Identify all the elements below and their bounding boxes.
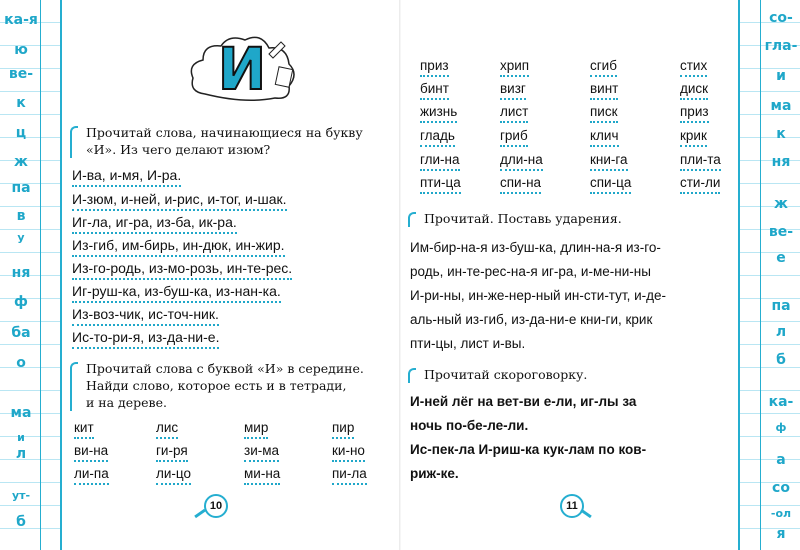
task-bracket — [70, 362, 78, 411]
word-cell: лист — [500, 104, 529, 119]
strip-syllable: ма — [770, 98, 792, 114]
book-spine — [399, 0, 401, 550]
strip-syllable: и — [776, 68, 786, 84]
strip-syllable: ж — [774, 196, 788, 212]
word-cell: ви-на — [74, 443, 109, 458]
strip-syllable: -ол — [770, 507, 792, 520]
word-cell: визг — [500, 81, 526, 96]
paragraph-line: аль-ный из-гиб, из-да-ни-е кни-ги, крик — [410, 312, 653, 327]
word-cell: пти-ца — [420, 175, 461, 190]
right-page — [402, 0, 736, 550]
syllable-line — [72, 283, 281, 299]
syllable-line — [72, 306, 219, 322]
strip-syllable: ю — [14, 42, 28, 58]
word-cell: пли-та — [680, 152, 721, 167]
strip-syllable: о — [16, 355, 26, 371]
left-page — [64, 0, 398, 550]
paragraph-line: родь, ин-те-рес-на-я иг-ра, и-ме-ни-ны — [410, 264, 651, 279]
strip-syllable: к — [16, 95, 26, 111]
task-line: Прочитай. Поставь ударения. — [424, 211, 622, 226]
strip-syllable: гла- — [764, 38, 798, 54]
syllable-text: Из-гиб, им-бирь, ин-дюк, ин-жир. — [72, 237, 285, 253]
right-syllable-strip — [738, 0, 800, 550]
syllable-line — [72, 329, 219, 345]
word-cell: хрип — [500, 58, 530, 73]
page-number-badge — [552, 494, 596, 518]
task-bracket — [408, 368, 416, 383]
paragraph-line: И-ней лёг на вет-ви е-ли, иг-лы за — [410, 394, 637, 409]
strip-syllable: ве- — [768, 224, 794, 240]
word-cell: ги-ря — [156, 443, 188, 458]
task-instruction — [72, 360, 398, 411]
task-bracket — [70, 126, 78, 158]
syllable-text: Из-воз-чик, ис-точ-ник. — [72, 306, 219, 322]
strip-syllable: и — [17, 431, 25, 444]
strip-syllable: ка-я — [4, 12, 38, 28]
strip-syllable: е — [776, 250, 786, 266]
syllable-text: И-зюм, и-ней, и-рис, и-тог, и-шак. — [72, 191, 287, 207]
strip-syllable: па — [11, 180, 31, 196]
word-cell: ли-па — [74, 466, 109, 481]
syllable-line — [72, 191, 287, 207]
word-cell: клич — [590, 128, 619, 143]
paragraph-line: пти-цы, лист и-вы. — [410, 336, 526, 351]
word-cell: сгиб — [590, 58, 617, 73]
word-cell: винт — [590, 81, 619, 96]
letter-illustration — [167, 24, 317, 114]
syllable-line — [72, 237, 285, 253]
word-cell: кни-га — [590, 152, 628, 167]
paragraph-line: Им-бир-на-я из-буш-ка, длин-на-я из-го- — [410, 240, 661, 255]
word-cell: диск — [680, 81, 709, 96]
strip-syllable: б — [16, 514, 26, 530]
word-cell: бинт — [420, 81, 449, 96]
paragraph-line: И-ри-ны, ин-же-нер-ный ин-сти-тут, и-де- — [410, 288, 666, 303]
syllable-line — [72, 260, 292, 276]
syllable-text: Иг-ла, иг-ра, из-ба, ик-ра. — [72, 214, 237, 230]
syllable-line — [72, 214, 237, 230]
strip-syllable: ка- — [768, 394, 794, 410]
strip-syllable: ня — [11, 265, 31, 281]
word-cell: лис — [156, 420, 179, 435]
strip-syllable: к — [776, 126, 786, 142]
strip-syllable: л — [15, 446, 27, 462]
task-line: Прочитай слова с буквой «И» в середине. — [86, 361, 364, 376]
word-cell: зи-ма — [244, 443, 280, 458]
word-cell: дли-на — [500, 152, 543, 167]
task-bracket — [408, 212, 416, 227]
word-cell: крик — [680, 128, 707, 143]
tongue-twister — [410, 390, 736, 486]
syllable-text: Из-го-родь, из-мо-розь, ин-те-рес. — [72, 260, 293, 276]
magnifier-handle — [580, 509, 592, 518]
word-cell: мир — [244, 420, 269, 435]
strip-syllable: ц — [15, 125, 27, 141]
syllable-text: Ис-то-ри-я, из-да-ни-е. — [72, 329, 220, 345]
syllable-text: Иг-руш-ка, из-буш-ка, из-нан-ка. — [72, 283, 281, 299]
strip-syllable: ж — [14, 154, 28, 170]
strip-syllable: ма — [10, 405, 32, 421]
strip-syllable: л — [775, 324, 787, 340]
strip-syllable: ф — [14, 294, 28, 310]
task-line: Прочитай слова, начинающиеся на букву — [86, 125, 363, 140]
paragraph-line: риж-ке. — [410, 466, 459, 481]
strip-syllable: а — [776, 452, 786, 468]
task-line: Прочитай скороговорку. — [424, 367, 588, 382]
word-cell: спи-ца — [590, 175, 632, 190]
word-cell: пир — [332, 420, 355, 435]
page-number: 11 — [560, 494, 584, 518]
word-cell: гли-на — [420, 152, 460, 167]
task-instruction — [410, 210, 736, 227]
task-line: Найди слово, которое есть и в тетради, — [86, 378, 347, 393]
task-line: «И». Из чего делают изюм? — [86, 142, 271, 157]
strip-syllable: па — [771, 298, 791, 314]
strip-margin-line — [40, 0, 41, 550]
strip-syllable: я — [776, 526, 786, 542]
syllable-line — [72, 167, 181, 183]
word-cell: писк — [590, 104, 618, 119]
word-cell: приз — [680, 104, 709, 119]
strip-syllable: со — [772, 480, 790, 496]
left-syllable-strip — [0, 0, 62, 550]
strip-syllable: со- — [769, 10, 793, 26]
strip-syllable: ве- — [8, 66, 34, 82]
task-line: и на дереве. — [86, 395, 167, 410]
word-cell: приз — [420, 58, 449, 73]
paragraph-line: Ис-пек-ла И-риш-ка кук-лам по ков- — [410, 442, 647, 457]
paragraph-line: ночь по-бе-ле-ли. — [410, 418, 529, 433]
word-cell: пи-ла — [332, 466, 367, 481]
page-number-badge — [196, 494, 240, 518]
word-cell: ми-на — [244, 466, 281, 481]
strip-syllable: ут- — [11, 489, 31, 502]
syllable-text: И-ва, и-мя, И-ра. — [72, 167, 182, 183]
word-cell: стих — [680, 58, 708, 73]
page-number: 10 — [204, 494, 228, 518]
task-instruction — [72, 124, 398, 158]
strip-syllable: у — [17, 231, 25, 244]
word-cell: жизнь — [420, 104, 458, 119]
word-cell: гладь — [420, 128, 455, 143]
word-cell: ки-но — [332, 443, 365, 458]
strip-syllable: ня — [771, 154, 791, 170]
strip-syllable: ба — [11, 325, 31, 341]
word-cell: гриб — [500, 128, 528, 143]
word-cell: ли-цо — [156, 466, 192, 481]
big-letter: И — [217, 35, 267, 103]
word-cell: кит — [74, 420, 94, 435]
strip-syllable: ф — [775, 421, 787, 434]
strip-syllable: в — [16, 208, 26, 224]
task-instruction — [410, 366, 736, 383]
stress-paragraph — [410, 236, 736, 356]
word-cell: спи-на — [500, 175, 542, 190]
word-cell: сти-ли — [680, 175, 721, 190]
strip-margin-line — [760, 0, 761, 550]
strip-syllable: б — [776, 352, 786, 368]
